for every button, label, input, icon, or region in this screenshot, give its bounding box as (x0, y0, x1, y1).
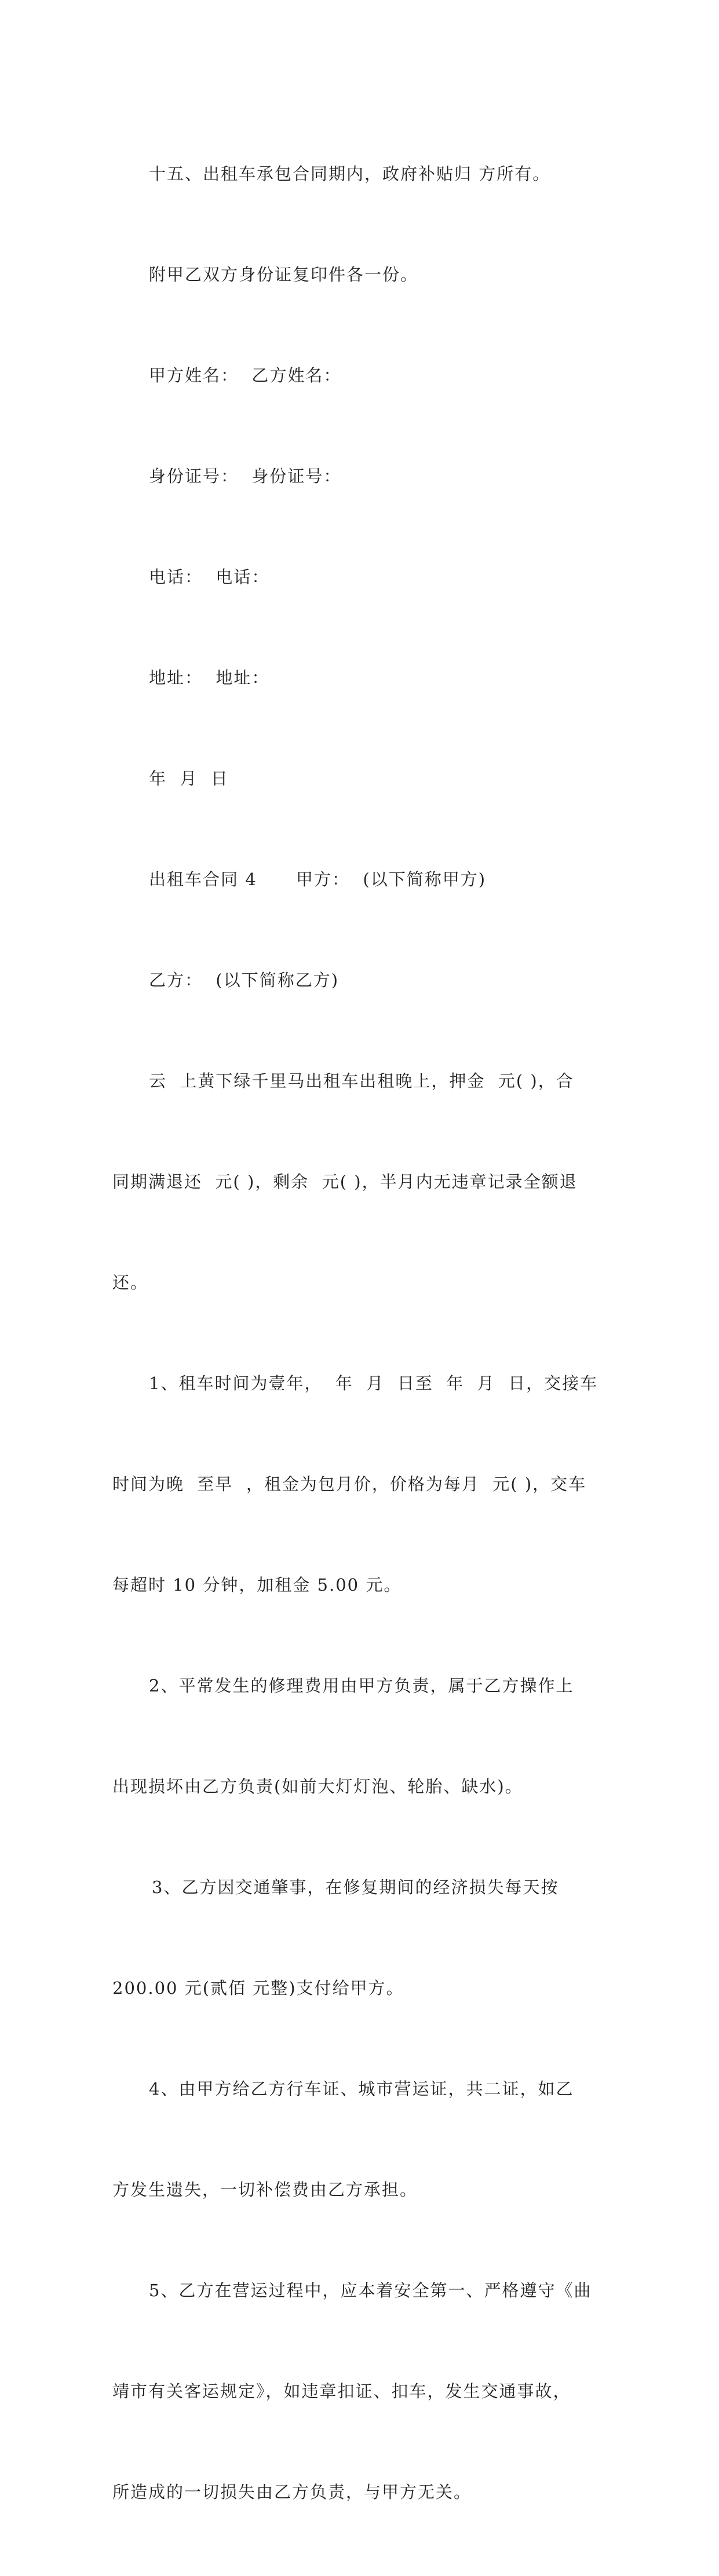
clause-5-line-2: 靖市有关客运规定》，如违章扣证、扣车，发生交通事故， (112, 2381, 571, 2401)
signature-id-line: 身份证号： 身份证号： (149, 466, 342, 486)
party-b-line: 乙方： (以下简称乙方) (149, 970, 340, 990)
signature-name-line: 甲方姓名： 乙方姓名： (149, 366, 342, 385)
signature-address-line: 地址： 地址： (149, 668, 270, 688)
contract-4-header-line: 出租车合同 4 甲方： (以下简称甲方) (149, 869, 487, 889)
clause-3-line-2: 200.00 元(贰佰 元整)支付给甲方。 (112, 1978, 404, 1998)
intro-paragraph-line-2: 同期满退还 元( )，剩余 元( )，半月内无违章记录全额退 (112, 1172, 578, 1192)
clause-5-line-1: 5、乙方在营运过程中，应本着安全第一、严格遵守《曲 (149, 2281, 592, 2300)
clause-1-line-1: 1、租车时间为壹年， 年 月 日至 年 月 日，交接车 (149, 1373, 598, 1393)
clause-4-line-1: 4、由甲方给乙方行车证、城市营运证，共二证，如乙 (149, 2079, 574, 2099)
intro-paragraph-line-1: 云 上黄下绿千里马出租车出租晚上，押金 元( )，合 (149, 1071, 574, 1091)
clause-4-line-2: 方发生遗失，一切补偿费由乙方承担。 (112, 2180, 418, 2199)
clause-3-line-1: 3、乙方因交通肇事，在修复期间的经济损失每天按 (152, 1877, 559, 1897)
intro-paragraph-line-3: 还。 (112, 1273, 149, 1292)
clause-1-line-2: 时间为晚 至早 ，租金为包月价，价格为每月 元( )，交车 (112, 1474, 587, 1494)
clause-15-line: 十五、出租车承包合同期内，政府补贴归 方所有。 (149, 164, 551, 184)
clause-2-line-2: 出现损坏由乙方负责(如前大灯灯泡、轮胎、缺水)。 (112, 1777, 523, 1796)
document-body (112, 90, 612, 2576)
signature-date-line: 年 月 日 (149, 769, 229, 788)
clause-1-line-3: 每超时 10 分钟，加租金 5.00 元。 (112, 1575, 402, 1595)
clause-2-line-1: 2、平常发生的修理费用由甲方负责，属于乙方操作上 (149, 1676, 574, 1696)
attachment-note-line: 附甲乙双方身份证复印件各一份。 (149, 265, 419, 284)
clause-5-line-3: 所造成的一切损失由乙方负责，与甲方无关。 (112, 2482, 472, 2502)
signature-phone-line: 电话： 电话： (149, 567, 270, 587)
